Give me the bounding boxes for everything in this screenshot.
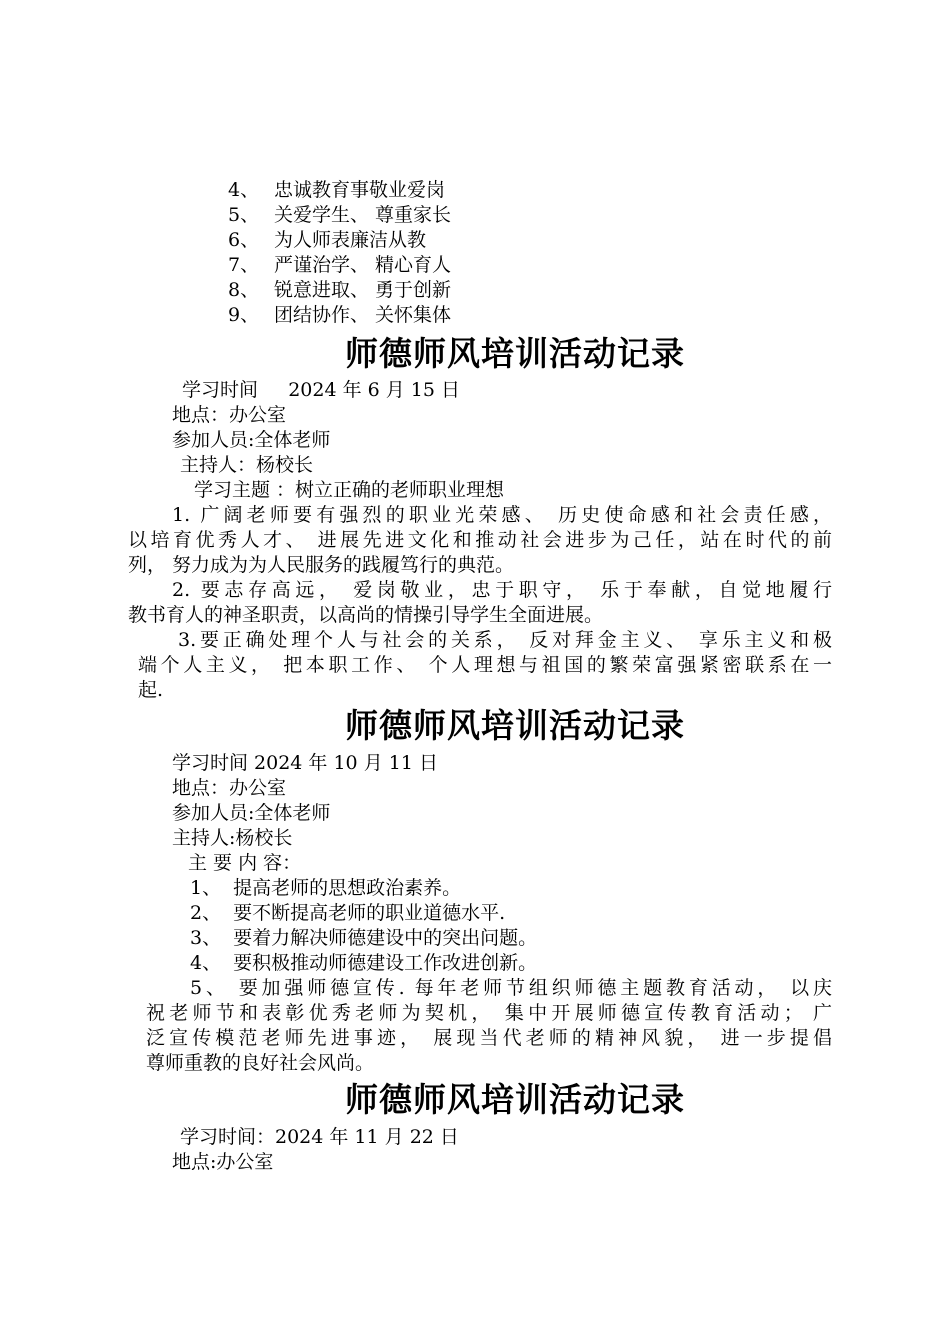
paragraph-line: 教书育人的神圣职责，以高尚的情操引导学生全面进展。 [128,604,604,626]
paragraph-line: 以培育优秀人才、 进展先进文化和推动社会进步为己任，站在时代的前 [128,529,832,551]
paragraph-line: 2. 要志存高远， 爱岗敬业，忠于职守， 乐于奉献，自觉地履行 [172,579,832,601]
participants: 参加人员:全体老师 [172,802,331,824]
paragraph-line: 尊师重教的良好社会风尚。 [146,1052,375,1074]
paragraph-line: 端个人主义， 把本职工作、 个人理想与祖国的繁荣富强紧密联系在一 [138,654,832,676]
list-item: 4、 要积极推动师德建设工作改进创新。 [190,952,538,974]
list-item: 5、 关爱学生、 尊重家长 [228,204,452,226]
location: 地点：办公室 [172,404,287,426]
section-title: 师德师风培训活动记录 [345,706,685,745]
list-item: 1、 提高老师的思想政治素养。 [190,877,462,899]
paragraph-line: 5、 要加强师德宣传. 每年老师节组织师德主题教育活动， 以庆 [190,977,832,999]
paragraph-line: 起. [138,679,164,701]
paragraph-line: 列， 努力成为为人民服务的践履笃行的典范。 [128,554,515,576]
paragraph-line: 1. 广阔老师要有强烈的职业光荣感、 历史使命感和社会责任感， [172,504,832,526]
list-item: 8、 锐意进取、 勇于创新 [228,279,452,301]
paragraph-line: 3.要正确处理个人与社会的关系， 反对拜金主义、 享乐主义和极 [178,629,832,651]
section-title: 师德师风培训活动记录 [345,334,685,373]
study-time: 学习时间 2024 年 6 月 15 日 [182,379,461,401]
host: 主持人：杨校长 [180,454,314,476]
list-item: 6、 为人师表廉洁从教 [228,229,427,251]
list-item: 7、 严谨治学、 精心育人 [228,254,452,276]
list-item: 9、 团结协作、 关怀集体 [228,304,452,326]
list-item: 3、 要着力解决师德建设中的突出问题。 [190,927,538,949]
host: 主持人:杨校长 [172,827,293,849]
study-time: 学习时间：2024 年 11 月 22 日 [180,1126,459,1148]
section-title: 师德师风培训活动记录 [345,1080,685,1119]
list-item: 2、 要不断提高老师的职业道德水平. [190,902,506,924]
list-item: 4、 忠诚教育事敬业爱岗 [228,179,446,201]
paragraph-line: 泛宣传模范老师先进事迹， 展现当代老师的精神风貌， 进一步提倡 [146,1027,832,1049]
paragraph-line: 祝老师节和表彰优秀老师为契机， 集中开展师德宣传教育活动； 广 [146,1002,832,1024]
study-topic: 学习主题 ：树立正确的老师职业理想 [194,479,505,501]
study-time: 学习时间 2024 年 10 月 11 日 [172,752,438,774]
content-label: 主 要 内 容： [188,852,302,874]
location: 地点:办公室 [172,1151,274,1173]
location: 地点：办公室 [172,777,287,799]
participants: 参加人员:全体老师 [172,429,331,451]
